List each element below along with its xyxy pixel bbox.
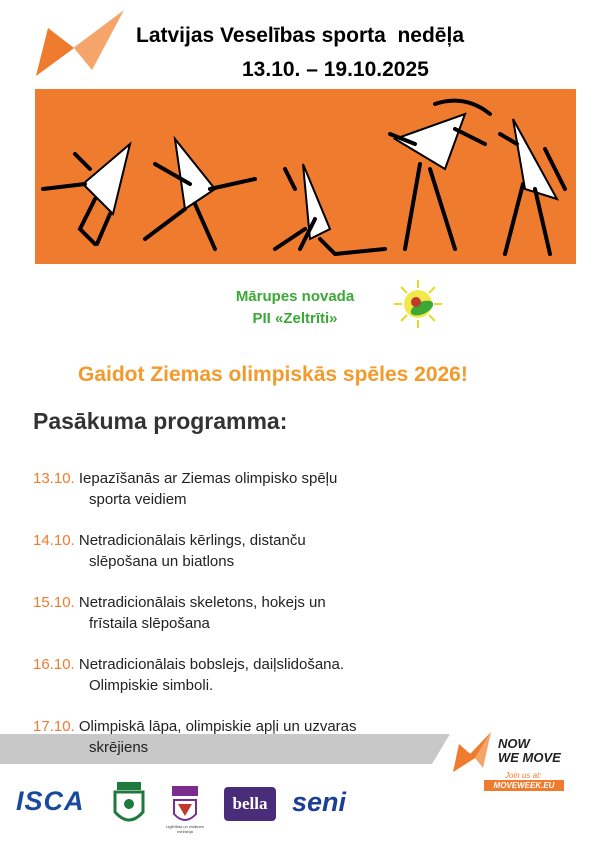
program-date: 13.10. (33, 470, 75, 487)
sun-logo-icon (392, 278, 444, 330)
program-item (33, 530, 433, 572)
program-date: 14.10. (33, 532, 75, 549)
program-text-cont: sporta veidiem (89, 491, 187, 508)
program-text-cont: frīstaila slēpošana (89, 615, 210, 632)
ministry-caption: Izglītības un zinātnes ministrija (166, 824, 204, 834)
nowwemove-join: Join us at: (505, 771, 542, 780)
program-date: 15.10. (33, 594, 75, 611)
program-item (33, 654, 433, 696)
program-date: 17.10. (33, 718, 75, 735)
program-item (33, 716, 433, 758)
program-text: Olimpiskā lāpa, olimpiskie apļi un uzvaras (74, 718, 357, 735)
program-text: Netradicionālais kērlings, distanču (74, 532, 306, 549)
isca-logo: ISCA (16, 786, 85, 816)
moveweek-logo-icon (34, 8, 126, 78)
event-title: Latvijas Veselības sporta nedēļa (136, 24, 464, 47)
program-item (33, 592, 433, 634)
lisa-shield-icon (113, 780, 145, 830)
organizer-municipality: Mārupes novada (235, 288, 355, 305)
organizer-kindergarten: PII «Zeltrīti» (252, 310, 338, 327)
event-dates: 13.10. – 19.10.2025 (242, 58, 429, 81)
stick-figures-icon (35, 89, 576, 264)
program-text-cont: slēpošana un biatlons (89, 553, 235, 570)
seni-logo: seni (292, 787, 347, 817)
program-text: Netradicionālais skeletons, hokejs un (74, 594, 326, 611)
bella-logo: bella (224, 787, 276, 821)
program-item (33, 468, 433, 510)
program-date: 16.10. (33, 656, 75, 673)
nowwemove-line2: WE MOVE (498, 750, 561, 765)
slogan: Gaidot Ziemas olimpiskās spēles 2026! (78, 363, 468, 386)
program-text: Netradicionālais bobslejs, daiļslidošana. (74, 656, 345, 673)
moveweek-url-link[interactable]: MOVEWEEK.EU (484, 780, 564, 791)
nowwemove-line1: NOW (498, 736, 530, 751)
program-title: Pasākuma programma: (33, 408, 288, 434)
program-text: Iepazīšanās ar Ziemas olimpisko spēļu (74, 470, 338, 487)
program-text-cont: Olimpiskie simboli. (89, 677, 214, 694)
banner-illustration (35, 89, 576, 264)
program-text-cont: skrējiens (89, 739, 149, 756)
